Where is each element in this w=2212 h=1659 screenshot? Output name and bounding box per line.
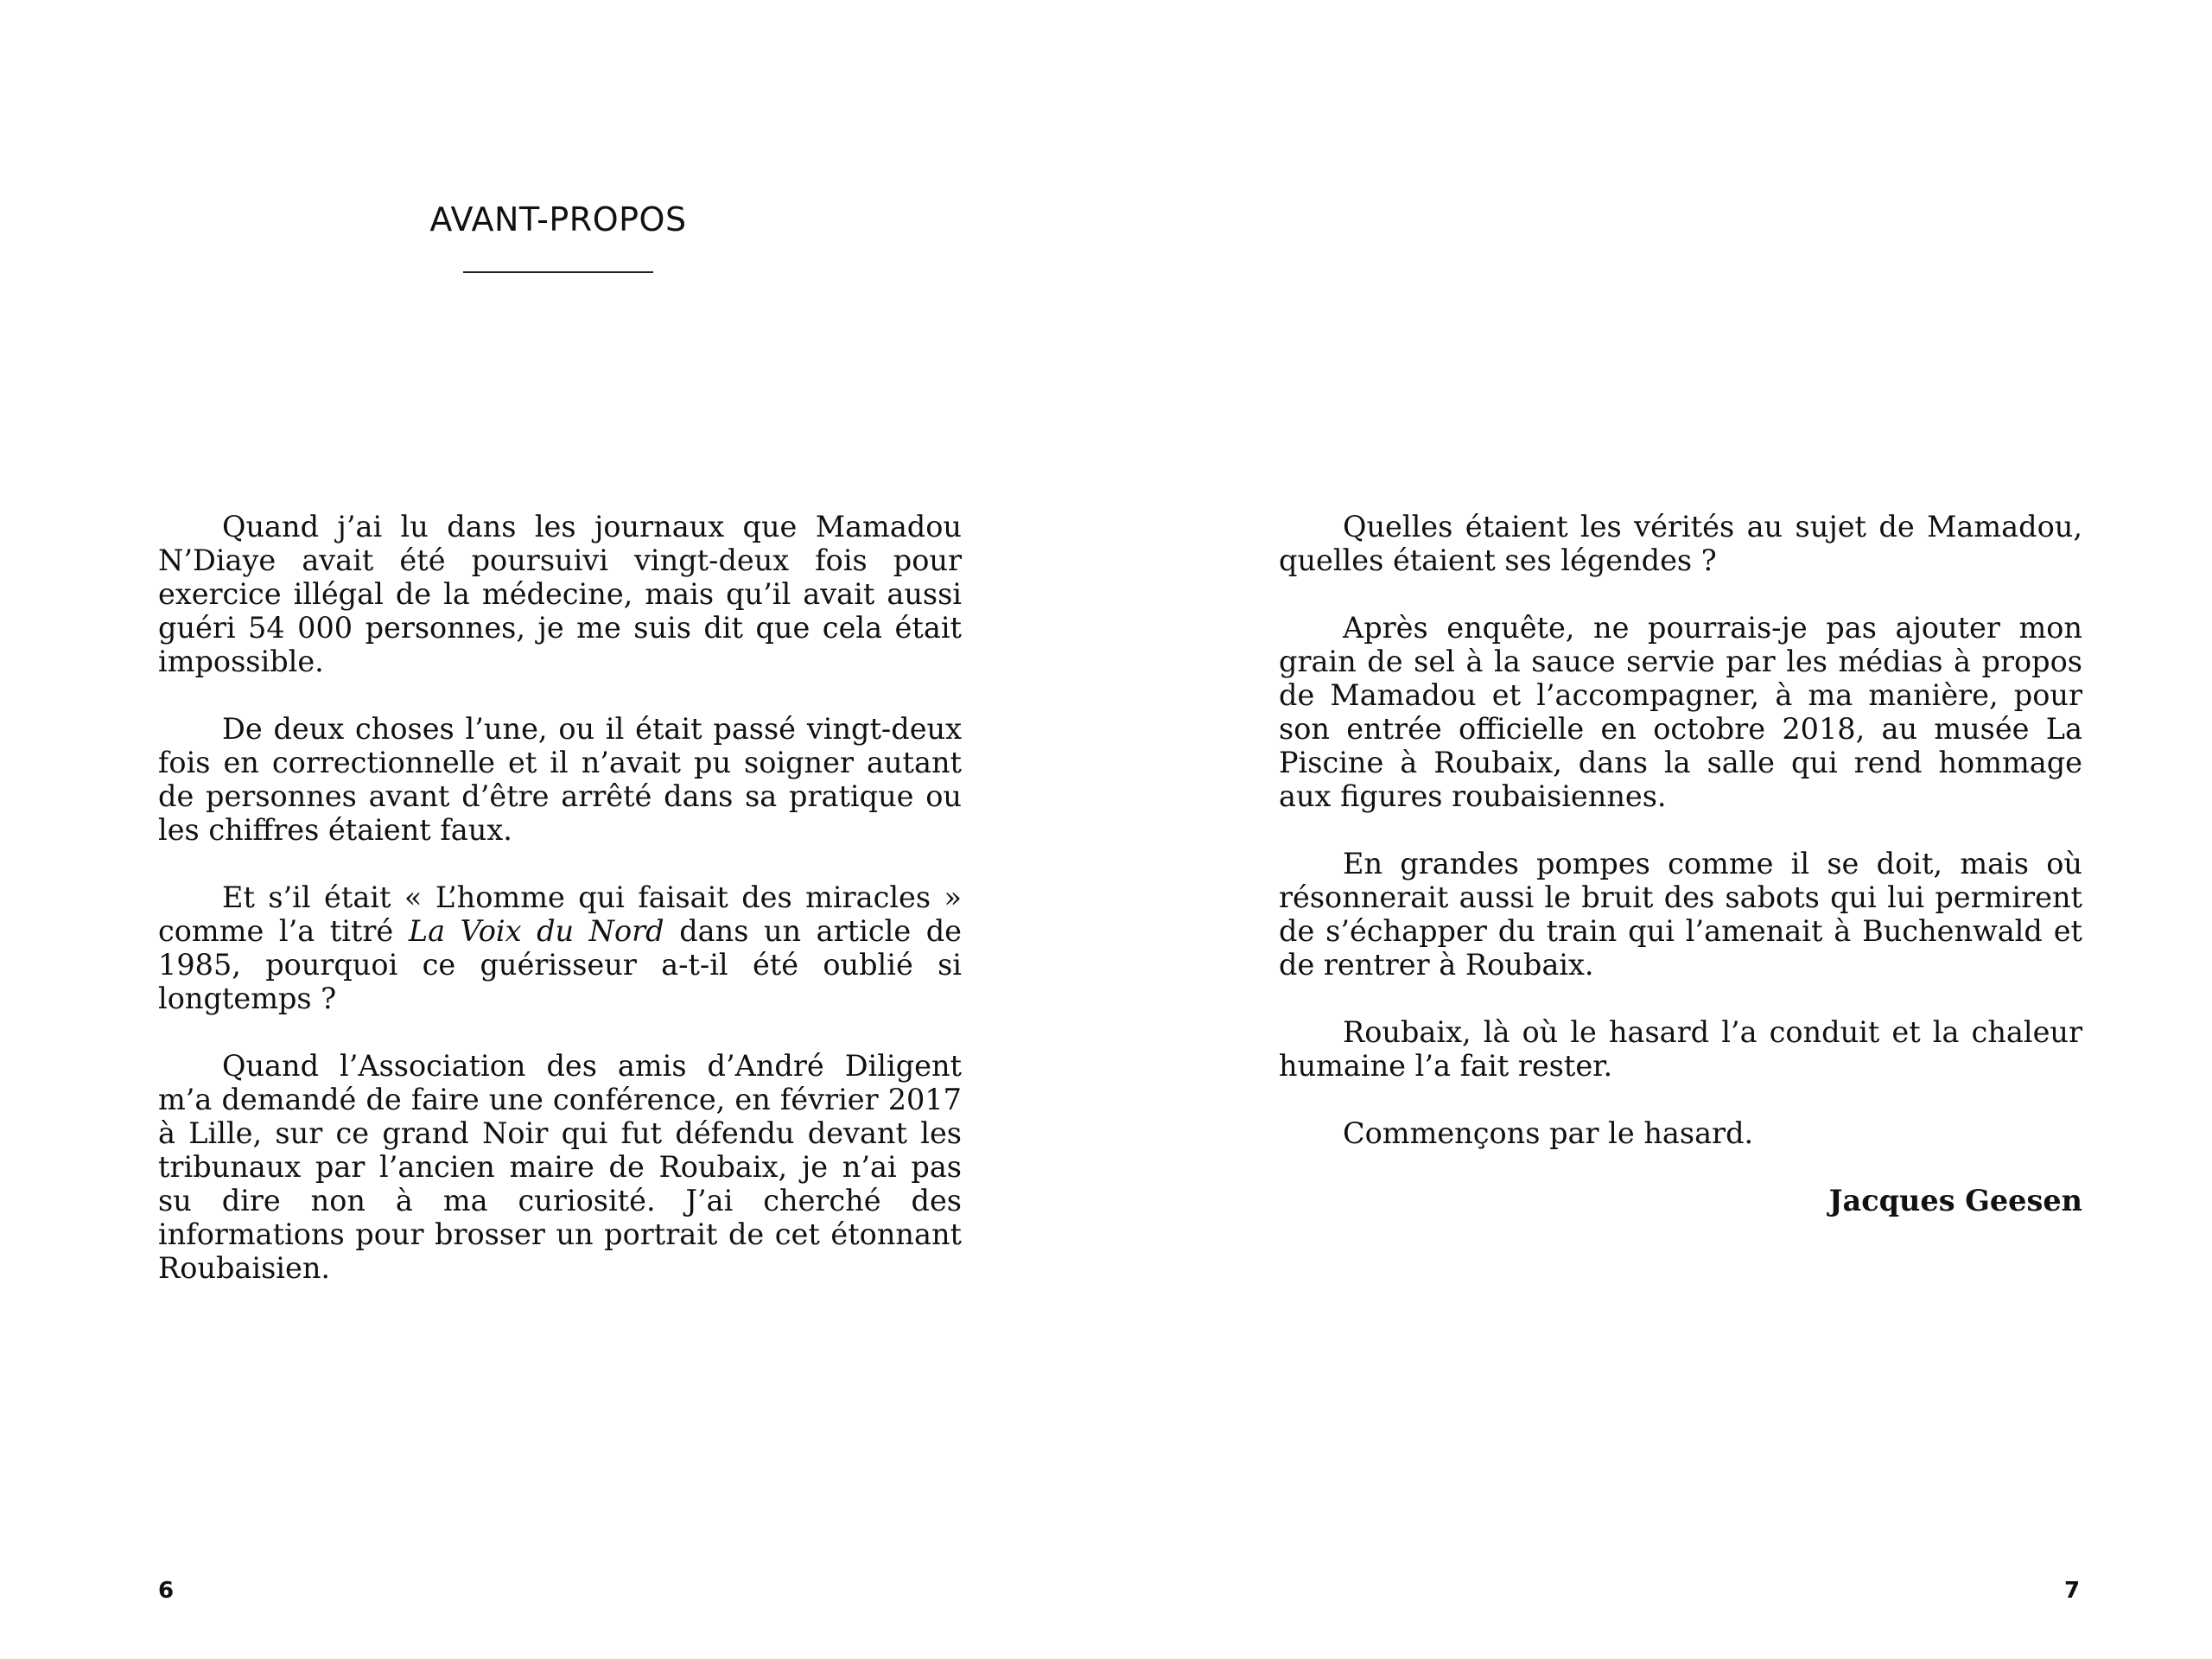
paragraph: Quand j’ai lu dans les journaux que Mamadou N’Diaye avait été poursuivi vingt-deux fois pour exercice illégal de la médecine, mais qu’il avait aussi guéri 54 000 personnes, je me suis dit que cela était impossible. — [158, 510, 962, 678]
author-signature: Jacques Geesen — [1828, 1184, 2082, 1217]
paragraph-text: Et s’il était « L’homme qui faisait des miracles » comme l’a titré — [158, 880, 962, 948]
heading-rule — [463, 271, 653, 273]
paragraph: Quand l’Association des amis d’André Diligent m’a demandé de faire une conférence, en février 2017 à Lille, sur ce grand Noir qui fut défendu devant les tribunaux par l’ancien maire de Roubaix, je n’ai pas su dire non à ma curiosité. J’ai cherché des informations pour brosser un portrait de cet étonnant Roubaisien. — [158, 1049, 962, 1285]
paragraph: De deux choses l’une, ou il était passé vingt-deux fois en correctionnelle et il n’avait pu soigner autant de personnes avant d’être arrêté dans sa pratique ou les chiffres étaient faux. — [158, 712, 962, 847]
right-text-block — [1279, 510, 2082, 1217]
paragraph: Quelles étaient les vérités au sujet de Mamadou, quelles étaient ses légendes ? — [1279, 510, 2082, 577]
paragraph: Roubaix, là où le hasard l’a conduit et la chaleur humaine l’a fait rester. — [1279, 1015, 2082, 1083]
left-text-block — [158, 510, 962, 1319]
page-number: 7 — [2064, 1578, 2081, 1604]
paragraph — [158, 880, 962, 1015]
newspaper-title: La Voix du Nord — [408, 914, 664, 948]
page-number: 6 — [158, 1578, 175, 1604]
paragraph: En grandes pompes comme il se doit, mais où résonnerait aussi le bruit des sabots qui lui permirent de s’échapper du train qui l’amenait à Buchenwald et de rentrer à Roubaix. — [1279, 847, 2082, 982]
paragraph: Après enquête, ne pourrais-je pas ajouter mon grain de sel à la sauce servie par les médias à propos de Mamadou et l’accompagner, à ma manière, pour son entrée officielle en octobre 2018, au musée La Piscine à Roubaix, dans la salle qui rend hommage aux figures roubaisiennes. — [1279, 611, 2082, 813]
chapter-heading: AVANT-PROPOS — [429, 200, 687, 238]
paragraph-text: dans un article de 1985, pourquoi ce guérisseur a-t-il été oublié si longtemps ? — [158, 914, 962, 1015]
paragraph: Commençons par le hasard. — [1343, 1116, 1754, 1150]
right-page — [1106, 0, 2212, 1659]
